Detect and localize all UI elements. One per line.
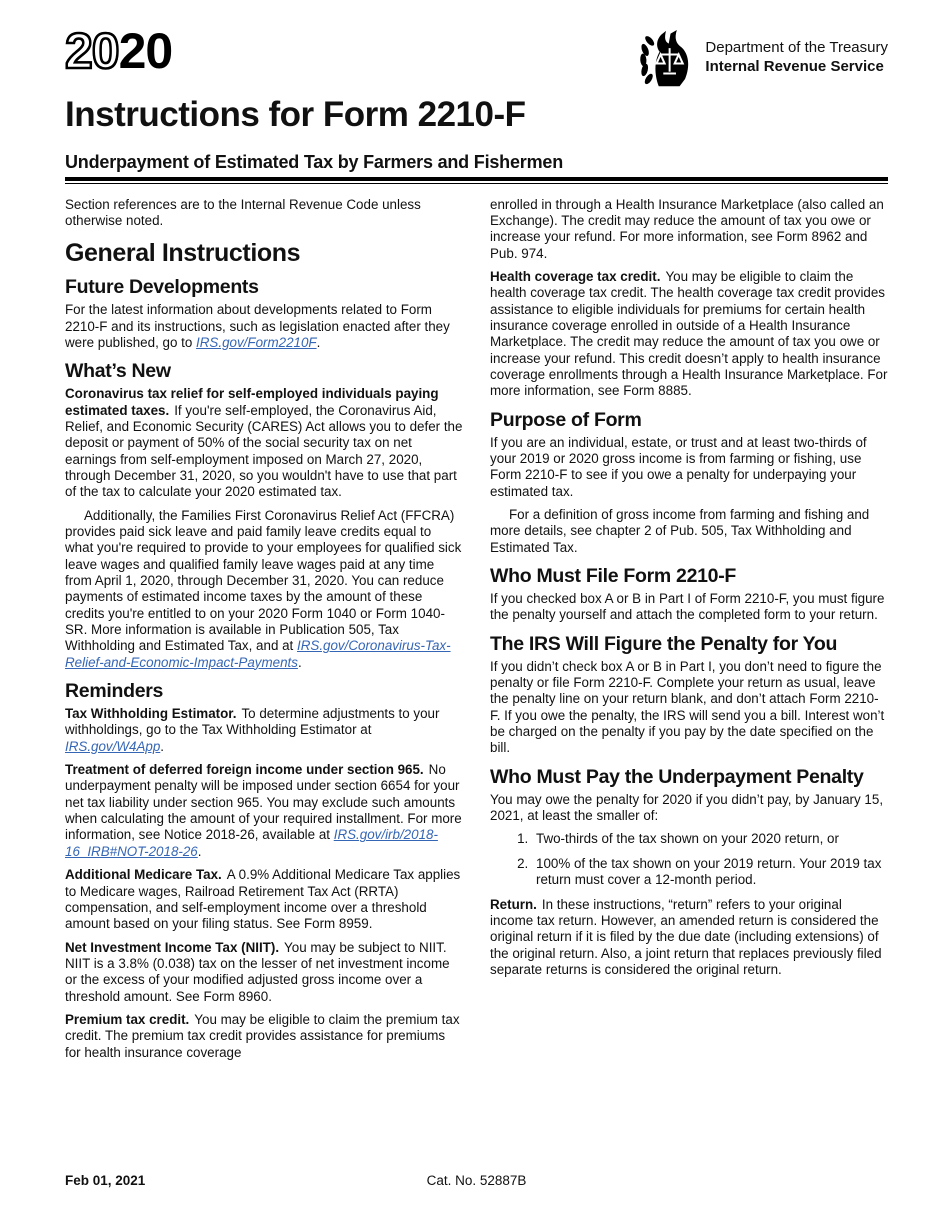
paragraph: [490, 507, 888, 556]
inline-link[interactable]: IRS.gov/W4App: [65, 738, 161, 754]
paragraph: [65, 706, 463, 755]
text-run: In these instructions, “return” refers to your original income tax return. However, an amended return is considered the original return if it is filed by the due date (including extensions) of the original return. Also, a joint return that replaces previously filed separate returns is considered the original return.: [490, 896, 882, 977]
text-run: .: [197, 843, 202, 859]
text-run: You may owe the penalty for 2020 if you didn’t pay, by January 15, 2021, at least the smaller of:: [490, 791, 884, 824]
subtitle-block: [65, 152, 888, 184]
text-run: Net Investment Income Tax (NIIT).: [65, 939, 280, 955]
divider-thin: [65, 183, 888, 184]
paragraph: [65, 386, 463, 500]
paragraph: [490, 435, 888, 500]
text-run: For a definition of gross income from farming and fishing and more details, see chapter 2 of Pub. 505, Tax Withholding and Estimated Tax.: [490, 507, 870, 555]
text-run: Section references are to the Internal Revenue Code unless otherwise noted.: [65, 196, 421, 228]
inline-link[interactable]: IRS.gov/irb/2018-16_IRB#NOT-2018-26: [65, 827, 438, 859]
text-run: .: [316, 334, 321, 350]
text-run: If you are an individual, estate, or trust and at least two-thirds of your 2019 or 2020 gross income is from farming or fishing, use Form 2210-F to see if you owe a penalty for underpaying your estimated tax.: [490, 434, 867, 499]
paragraph: [65, 197, 463, 230]
paragraph: [490, 897, 888, 979]
revision-date: Feb 01, 2021: [65, 1173, 146, 1188]
section-heading: Who Must File Form 2210-F: [490, 565, 737, 588]
text-run: If you're self-employed, the Coronavirus Aid, Relief, and Economic Security (CARES) Act allows you to defer the deposit or payment of 50% of the social security tax on net earnings from self-employment imposed on March 27, 2020, through December 31, 2020, so you wouldn't have to use that part of the tax to calculate your 2020 estimated tax.: [65, 402, 463, 500]
text-run: Treatment of deferred foreign income under section 965.: [65, 762, 424, 778]
paragraph: [65, 1012, 463, 1061]
divider-thick: [65, 177, 888, 181]
body-columns: [65, 197, 888, 1068]
text-run: No underpayment penalty will be imposed under section 6654 for your net tax liability under section 965. You may exclude such amounts when calculating the amount of your required installment. For more information, see Notice 2018-26, available at: [65, 762, 462, 843]
right-column: [490, 197, 888, 1068]
paragraph: [65, 508, 463, 671]
tax-year-solid-digits: 20: [118, 23, 173, 79]
page-title: Instructions for Form 2210-F: [65, 95, 526, 134]
text-run: enrolled in through a Health Insurance Marketplace (also called an Exchange). The credit may reduce the amount of tax you owe or increase your refund. For more information, see Form 8962 and Pub. 974.: [490, 196, 884, 261]
text-run: Return.: [490, 896, 537, 912]
section-heading: General Instructions: [65, 239, 301, 268]
paragraph: [65, 867, 463, 932]
inline-link[interactable]: IRS.gov/Form2210F: [196, 334, 317, 350]
agency-line-treasury: Department of the Treasury: [705, 39, 888, 56]
paragraph: [490, 197, 888, 262]
text-run: Premium tax credit.: [65, 1011, 190, 1027]
form-subtitle: Underpayment of Estimated Tax by Farmers and Fishermen: [65, 152, 564, 172]
section-heading: What’s New: [65, 360, 171, 383]
irs-eagle-logo-icon: [637, 30, 695, 88]
page-footer: [65, 1173, 888, 1188]
text-run: .: [297, 654, 302, 670]
paragraph: [65, 940, 463, 1005]
left-column: [65, 197, 463, 1068]
section-heading: Purpose of Form: [490, 408, 642, 431]
text-run: If you didn’t check box A or B in Part I, you don’t need to figure the penalty or file Form 2210-F. Complete your return as usual, leave the penalty line on your return blank, and don’t attach Form 2210-F. If you owe the penalty, the IRS will send you a bill. Interest won’t be charged on the penalty if you pay by the date specified on the bill.: [490, 658, 885, 756]
text-run: For the latest information about developments related to Form 2210-F and its instructions, such as legislation enacted after they were published, go to: [65, 302, 450, 350]
agency-text: [705, 30, 888, 76]
list-item: 2. 100% of the tax shown on your 2019 return. Your 2019 tax return must cover a 12-month period.: [532, 856, 888, 889]
section-heading: Who Must Pay the Underpayment Penalty: [490, 765, 864, 788]
tax-year-outline-digits: 20: [65, 23, 119, 79]
paragraph: [65, 302, 463, 351]
text-run: If you checked box A or B in Part I of Form 2210-F, you must figure the penalty yourself and attach the completed form to your return.: [490, 591, 885, 623]
text-run: Additionally, the Families First Coronavirus Relief Act (FFCRA) provides paid sick leave and paid family leave credits equal to what you're required to provide to your employees for qualified sick leave wages and qualified family leave wages paid at any time from April 1, 2020, through December 31, 2020. You can reduce payments of estimated income taxes by the amount of these credits you're entitled to on your 2020 Form 1040 or Form 1040-SR. More information is available in Publication 505, Tax Withholding and Estimated Tax, and at: [65, 507, 462, 654]
tax-year: [65, 23, 173, 79]
inline-link[interactable]: IRS.gov/Coronavirus-Tax-Relief-and-Economic-Impact-Payments: [65, 638, 451, 670]
paragraph: [490, 792, 888, 825]
paragraph: [490, 269, 888, 400]
text-run: Health coverage tax credit.: [490, 268, 661, 284]
catalog-number: Cat. No. 52887B: [426, 1173, 527, 1188]
section-heading: Reminders: [65, 680, 164, 703]
text-run: Additional Medicare Tax.: [65, 867, 222, 883]
list-item: 1. Two-thirds of the tax shown on your 2020 return, or: [532, 831, 888, 847]
paragraph: [65, 762, 463, 860]
text-run: A 0.9% Additional Medicare Tax applies to Medicare wages, Railroad Retirement Tax Act (RRTA) compensation, and self-employment income over a threshold amount based on your filing status. See Form 8959.: [65, 867, 461, 932]
text-run: Coronavirus tax relief for self-employed individuals paying estimated taxes.: [65, 386, 439, 418]
agency-block: [637, 30, 888, 88]
numbered-list: [490, 831, 888, 888]
masthead: [65, 23, 888, 88]
text-run: You may be eligible to claim the premium tax credit. The premium tax credit provides assistance for premiums for health insurance coverage: [65, 1011, 460, 1060]
text-run: .: [160, 738, 164, 754]
text-run: Tax Withholding Estimator.: [65, 706, 237, 722]
section-heading: The IRS Will Figure the Penalty for You: [490, 632, 838, 655]
agency-line-irs: Internal Revenue Service: [705, 58, 884, 75]
section-heading: Future Developments: [65, 276, 259, 299]
text-run: To determine adjustments to your withholdings, go to the Tax Withholding Estimator at: [65, 706, 440, 738]
text-run: You may be subject to NIIT. NIIT is a 3.8% (0.038) tax on the lesser of net investment income or the excess of your modified adjusted gross income over a threshold amount. See Form 8960.: [65, 939, 450, 1004]
paragraph: [490, 659, 888, 757]
text-run: You may be eligible to claim the health coverage tax credit. The health coverage tax credit provides assistance to eligible individuals for premiums for certain health insurance coverage enrolled in outside of a Health Insurance Marketplace. The credit may reduce the amount of tax you owe or increase your refund. This credit doesn’t apply to health insurance coverage enrollments through a Health Insurance Marketplace. For more information, see Form 8885.: [490, 268, 888, 399]
paragraph: [490, 591, 888, 624]
